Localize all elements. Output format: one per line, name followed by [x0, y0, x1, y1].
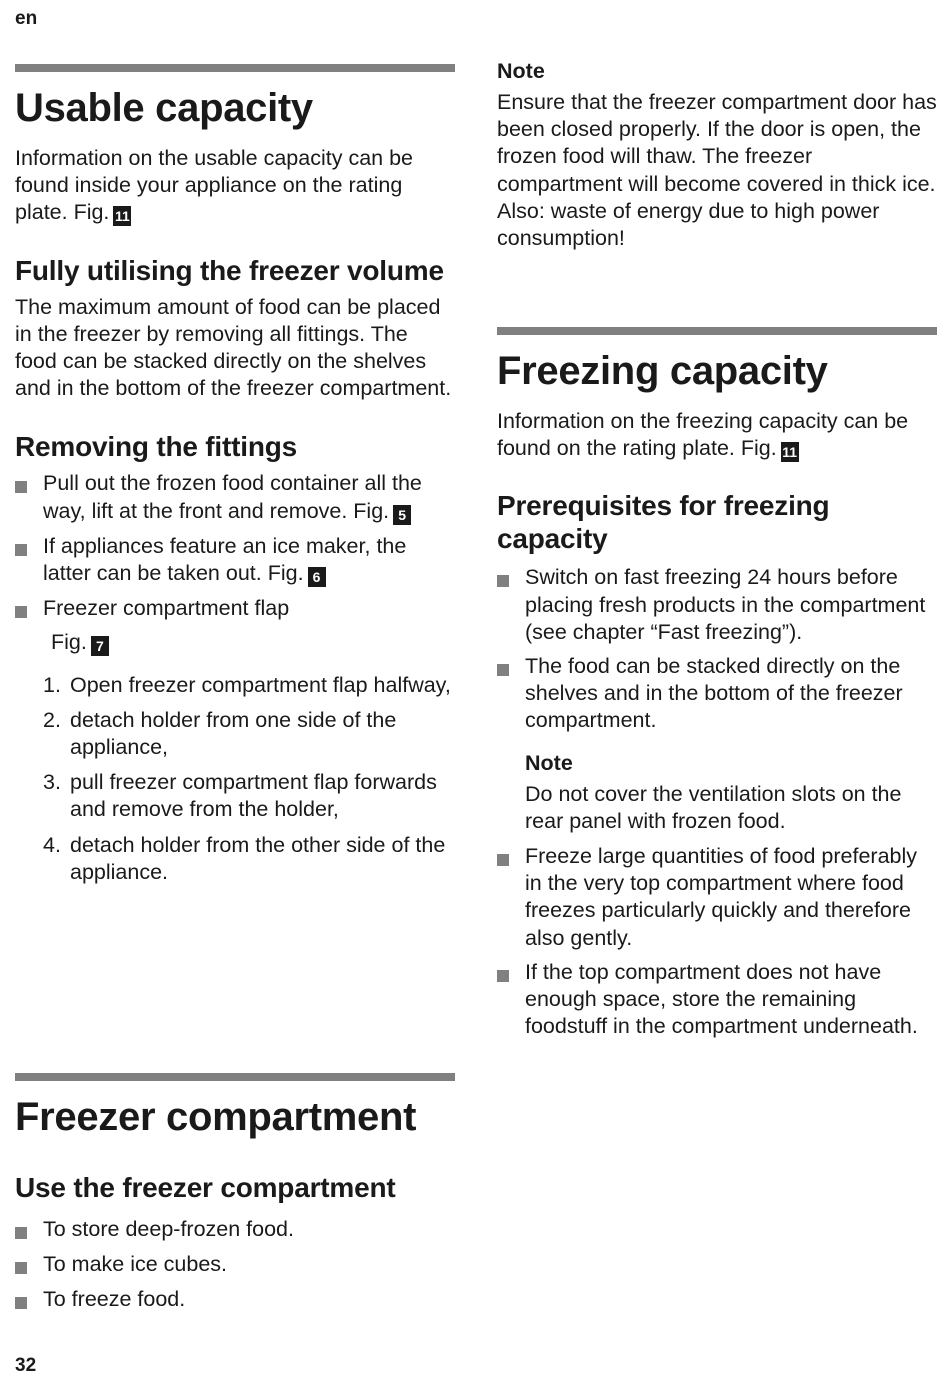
note-title: Note [497, 59, 545, 83]
note-title: Note [525, 750, 573, 775]
step-item: 2. detach holder from one side of the appliance, [43, 707, 397, 760]
freezing-capacity-text: Information on the freezing capacity can be found on the rating plate. Fig. 11 [497, 409, 909, 461]
heading-use-freezer: Use the freezer compartment [15, 1172, 396, 1203]
section-divider [15, 64, 455, 72]
figure-number-icon: 11 [782, 444, 798, 461]
usable-capacity-text: Information on the usable capacity can be found inside your appliance on the rating plate. Fig. 11 [15, 146, 414, 225]
step-item: 3. pull freezer compartment flap forwards and remove from the holder, [43, 770, 437, 822]
heading-removing-fittings: Removing the fittings [15, 431, 298, 463]
heading-freezing-capacity: Freezing capacity [497, 349, 828, 393]
list-item: To make ice cubes. [15, 1251, 455, 1278]
figure-number-icon: 6 [308, 567, 326, 587]
freezer-use-list [15, 1216, 455, 1314]
list-item: The food can be stacked directly on the shelves and in the bottom of the freezer compartment. [497, 653, 937, 735]
heading-freezer-compartment: Freezer compartment [15, 1095, 417, 1139]
square-bullet-icon [497, 970, 509, 982]
heading-fully-utilising: Fully utilising the freezer volume [15, 254, 444, 286]
prerequisites-list [497, 564, 937, 734]
note-text: Do not cover the ventilation slots on the rear panel with frozen food. [525, 781, 902, 833]
prerequisites-list-continued [497, 843, 937, 1040]
figure-number-icon: 7 [91, 636, 109, 656]
square-bullet-icon [497, 664, 509, 676]
list-item: If appliances feature an ice maker, the latter can be taken out. Fig. 6 [15, 533, 455, 587]
square-bullet-icon [15, 1297, 27, 1309]
square-bullet-icon [497, 575, 509, 587]
language-code: en [15, 8, 38, 29]
list-item: Pull out the frozen food container all the way, lift at the front and remove. Fig. 5 [15, 470, 455, 524]
freezer-compartment-section [15, 1073, 455, 1314]
list-item: If the top compartment does not have enough space, store the remaining foodstuff in the compartment underneath. [497, 959, 937, 1041]
section-divider [15, 1073, 455, 1081]
left-column [15, 64, 455, 886]
square-bullet-icon [497, 854, 509, 866]
list-item: To freeze food. [15, 1286, 455, 1313]
list-item: To store deep-frozen food. [15, 1216, 455, 1243]
freezing-capacity-section [497, 327, 937, 1040]
square-bullet-icon [15, 544, 27, 556]
section-divider [497, 327, 937, 335]
right-column [497, 58, 937, 252]
note-text: Ensure that the freezer compartment door has been closed properly. If the door is open, the frozen food will thaw. The freezer compartment will become covered in thick ice. Also: waste of energy due to high power consumption! [497, 90, 937, 251]
square-bullet-icon [15, 1262, 27, 1274]
list-item: Switch on fast freezing 24 hours before placing fresh products in the compartment (see chapter “Fast freezing”). [497, 564, 937, 646]
step-item: 4. detach holder from the other side of the appliance. [43, 832, 446, 884]
square-bullet-icon [15, 606, 27, 618]
list-item: Freeze large quantities of food preferably in the very top compartment where food freezes particularly quickly and therefore also gently. [497, 843, 937, 952]
fully-utilising-text: The maximum amount of food can be placed in the freezer by removing all fittings. The food can be stacked directly on the shelves and in the bottom of the freezer compartment. [15, 294, 452, 401]
figure-number-icon: 11 [115, 208, 130, 225]
inline-note [497, 750, 937, 835]
list-item: Freezer compartment flap [15, 595, 455, 622]
steps-list [15, 672, 455, 886]
square-bullet-icon [15, 1227, 27, 1239]
step-item: 1. Open freezer compartment flap halfway, [43, 672, 451, 697]
heading-usable-capacity: Usable capacity [15, 86, 313, 130]
page-number: 32 [15, 1355, 37, 1376]
heading-prerequisites: Prerequisites for freezing capacity [497, 490, 830, 555]
figure-reference: Fig. 7 [15, 629, 455, 656]
square-bullet-icon [15, 481, 27, 493]
figure-number-icon: 5 [393, 505, 411, 525]
removing-fittings-list [15, 470, 455, 622]
